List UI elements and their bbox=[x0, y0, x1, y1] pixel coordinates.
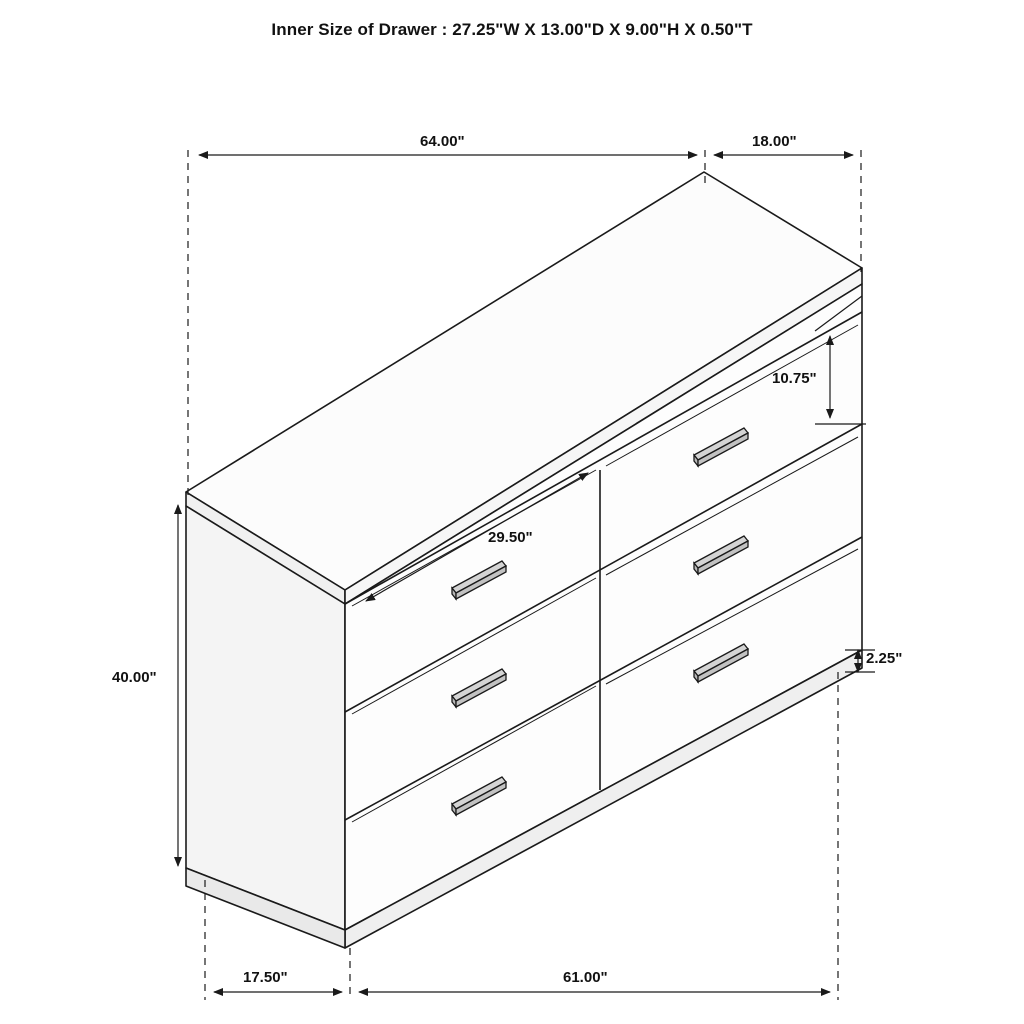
dim-label-base-depth: 17.50" bbox=[243, 969, 288, 986]
dim-label-overall-height: 40.00" bbox=[112, 669, 157, 686]
dim-label-base-height: 2.25" bbox=[866, 650, 903, 667]
dim-label-upper-drawer-height: 10.75" bbox=[772, 370, 817, 387]
dim-label-drawer-width: 29.50" bbox=[488, 529, 533, 546]
dresser-body bbox=[186, 172, 862, 948]
dim-label-top-width: 64.00" bbox=[420, 133, 465, 150]
dim-label-top-depth: 18.00" bbox=[752, 133, 797, 150]
dim-label-base-width: 61.00" bbox=[563, 969, 608, 986]
page-title: Inner Size of Drawer : 27.25"W X 13.00"D X 9.00"H X 0.50"T bbox=[271, 20, 753, 39]
